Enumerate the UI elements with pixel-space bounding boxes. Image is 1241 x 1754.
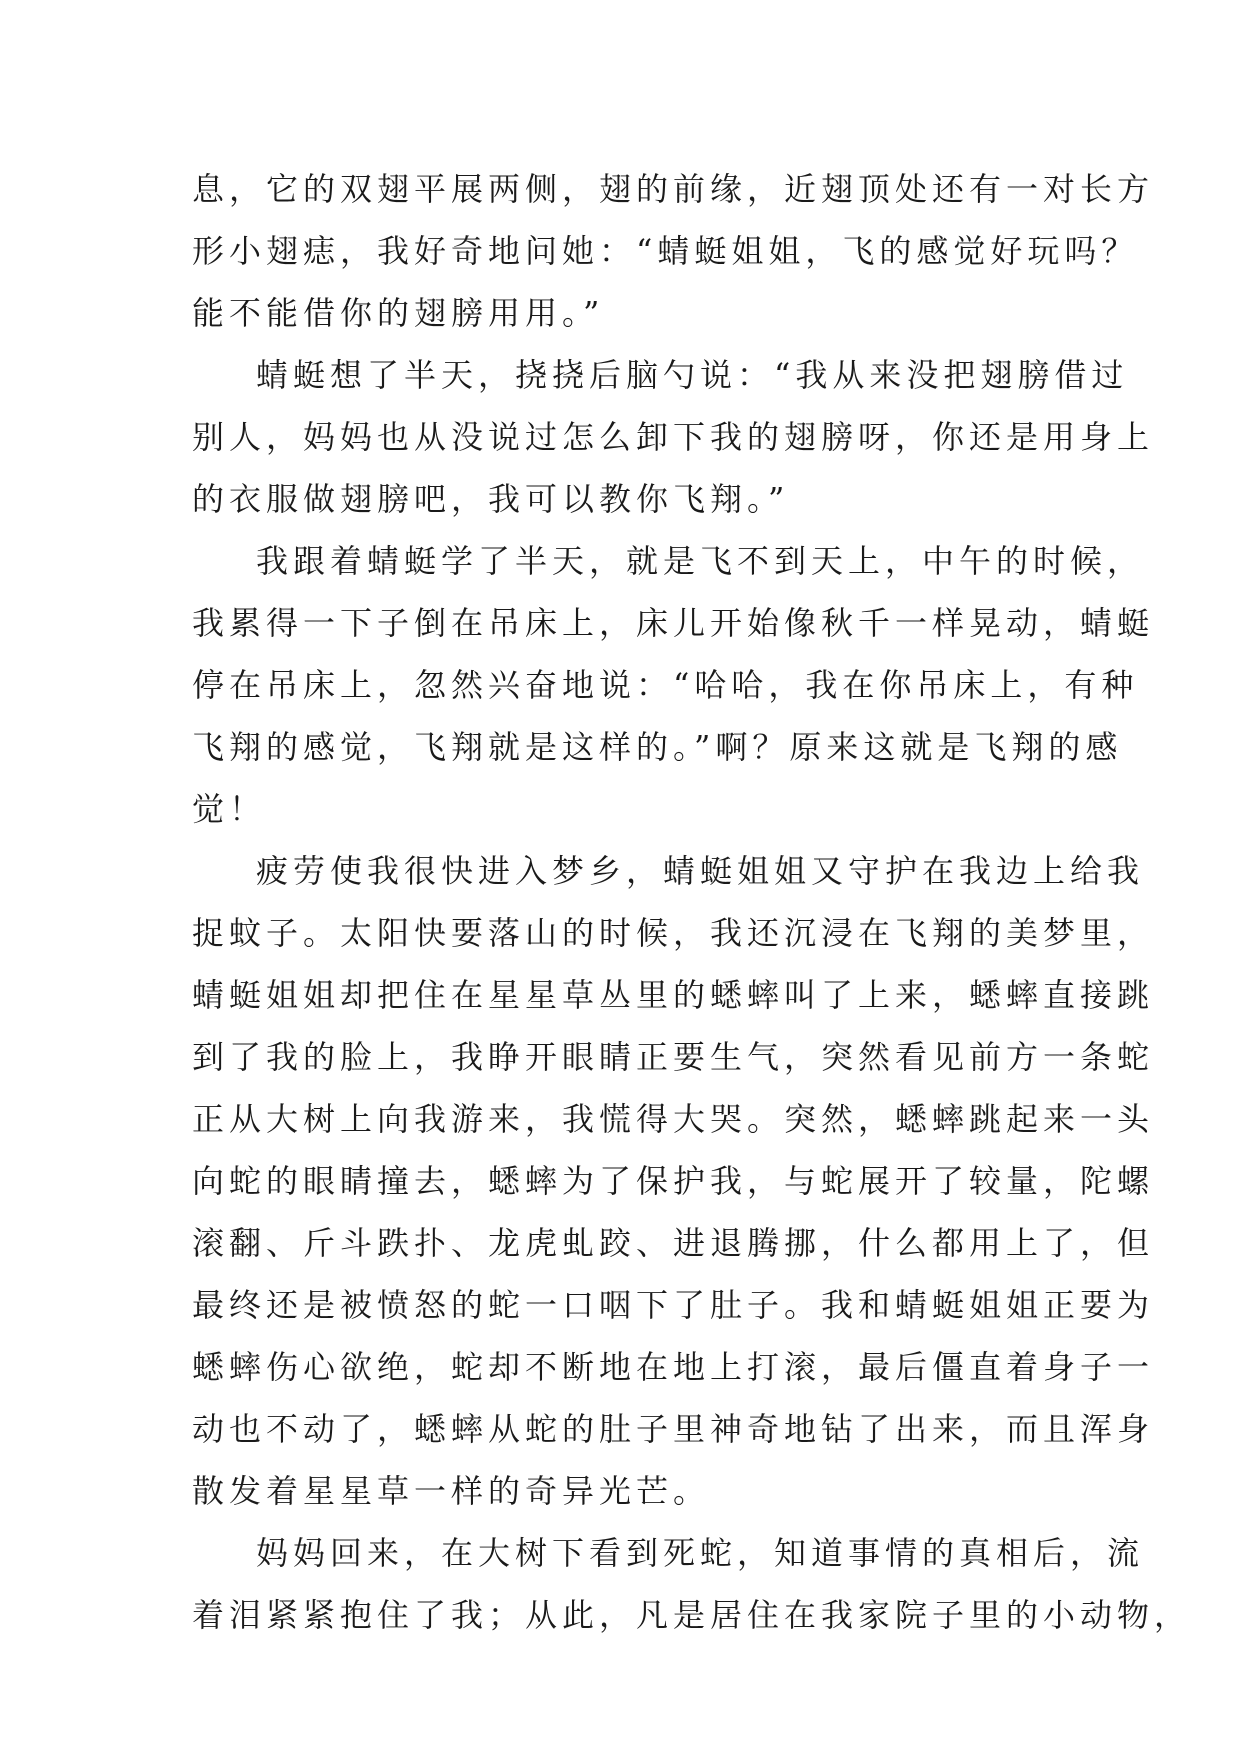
text-line: 形小翅痣，我好奇地问她：“蜻蜓姐姐，飞的感觉好玩吗？ (192, 232, 1139, 270)
text-line: 滚翻、斤斗跌扑、龙虎虬跤、进退腾挪，什么都用上了，但 (192, 1224, 1155, 1262)
text-line: 觉！ (192, 790, 267, 828)
text-line: 能不能借你的翅膀用用。” (192, 294, 605, 332)
text-line: 最终还是被愤怒的蛇一口咽下了肚子。我和蜻蜓姐姐正要为 (192, 1286, 1155, 1324)
document-page (192, 158, 1192, 1646)
text-line: 动也不动了，蟋蟀从蛇的肚子里神奇地钻了出来，而且浑身 (192, 1410, 1155, 1448)
paragraph-first-line: 妈妈回来，在大树下看到死蛇，知道事情的真相后，流 (256, 1534, 1145, 1572)
text-line: 到了我的脸上，我睁开眼睛正要生气，突然看见前方一条蛇 (192, 1038, 1155, 1076)
text-line: 的衣服做翅膀吧，我可以教你飞翔。” (192, 480, 790, 518)
text-line: 捉蚊子。太阳快要落山的时候，我还沉浸在飞翔的美梦里， (192, 914, 1155, 952)
text-line: 蟋蟀伤心欲绝，蛇却不断地在地上打滚，最后僵直着身子一 (192, 1348, 1155, 1386)
paragraph-first-line: 蜻蜓想了半天，挠挠后脑勺说：“我从来没把翅膀借过 (256, 356, 1129, 394)
text-line: 正从大树上向我游来，我慌得大哭。突然，蟋蟀跳起来一头 (192, 1100, 1155, 1138)
paragraph-first-line: 我跟着蜻蜓学了半天，就是飞不到天上，中午的时候， (256, 542, 1145, 580)
text-line: 飞翔的感觉，飞翔就是这样的。”啊？原来这就是飞翔的感 (192, 728, 1123, 766)
text-line: 我累得一下子倒在吊床上，床儿开始像秋千一样晃动，蜻蜓 (192, 604, 1155, 642)
text-line: 息，它的双翅平展两侧，翅的前缘，近翅顶处还有一对长方 (192, 170, 1155, 208)
text-line: 着泪紧紧抱住了我；从此，凡是居住在我家院子里的小动物， (192, 1596, 1192, 1634)
text-line: 散发着星星草一样的奇异光芒。 (192, 1472, 711, 1510)
text-line: 别人，妈妈也从没说过怎么卸下我的翅膀呀，你还是用身上 (192, 418, 1155, 456)
text-line: 蜻蜓姐姐却把住在星星草丛里的蟋蟀叫了上来，蟋蟀直接跳 (192, 976, 1155, 1014)
text-line: 停在吊床上，忽然兴奋地说：“哈哈，我在你吊床上，有种 (192, 666, 1139, 704)
paragraph-first-line: 疲劳使我很快进入梦乡，蜻蜓姐姐又守护在我边上给我 (256, 852, 1145, 890)
text-line: 向蛇的眼睛撞去，蟋蟀为了保护我，与蛇展开了较量，陀螺 (192, 1162, 1155, 1200)
